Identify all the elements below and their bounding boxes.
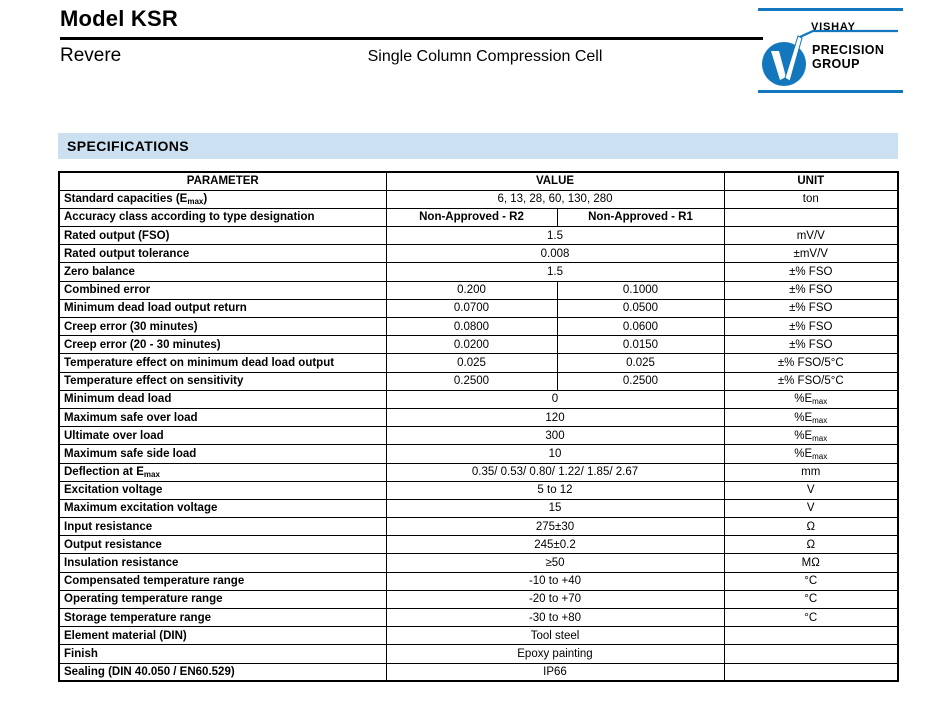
parameter-cell: Standard capacities $(E_{max})$ [59,190,386,208]
value-cell: 0.0200 [386,336,557,354]
value-cell: 245±0.2 [386,536,724,554]
value-cell: 6, 13, 28, 60, 130, 280 [386,190,724,208]
parameter-cell: Deflection at $E_{max}$ [59,463,386,481]
table-row [59,536,898,554]
section-header [58,133,898,159]
unit-cell: ton [724,190,898,208]
value-cell: 0.2500 [557,372,724,390]
parameter-cell: Combined error [59,281,386,299]
parameter-cell: Minimum dead load [59,390,386,408]
table-row [59,554,898,572]
column-header-value: VALUE [386,172,724,190]
table-row [59,408,898,426]
unit-cell: $\%E_{max}$ [724,390,898,408]
parameter-cell: Creep error (20 - 30 minutes) [59,336,386,354]
parameter-cell: Accuracy class according to type designation [59,208,386,226]
value-cell: 0.025 [557,354,724,372]
value-cell: Tool steel [386,627,724,645]
unit-cell [724,663,898,681]
parameter-cell: Creep error (30 minutes) [59,318,386,336]
value-cell: 1.5 [386,227,724,245]
unit-cell: °C [724,609,898,627]
table-row [59,590,898,608]
table-row [59,281,898,299]
unit-cell: ±% FSO [724,318,898,336]
value-cell: 275±30 [386,518,724,536]
table-row [59,463,898,481]
value-cell: 10 [386,445,724,463]
table-row [59,518,898,536]
unit-cell [724,645,898,663]
parameter-cell: Output resistance [59,536,386,554]
value-cell: Epoxy painting [386,645,724,663]
logo-bottom-rule [758,90,903,93]
unit-cell: $\%E_{max}$ [724,427,898,445]
unit-cell: Ω [724,518,898,536]
logo-word-vishay: VISHAY [811,21,856,33]
parameter-cell: Finish [59,645,386,663]
value-cell: 0.200 [386,281,557,299]
spec-table [58,171,899,682]
table-row [59,645,898,663]
brand-name: Revere [60,45,122,66]
vishay-logo [758,8,903,93]
parameter-cell: Storage temperature range [59,609,386,627]
value-cell: 0.0150 [557,336,724,354]
table-row [59,481,898,499]
parameter-cell: Insulation resistance [59,554,386,572]
unit-cell: °C [724,590,898,608]
parameter-cell: Ultimate over load [59,427,386,445]
unit-cell: mV/V [724,227,898,245]
value-cell: 15 [386,499,724,517]
table-row [59,390,898,408]
unit-cell: $\%E_{max}$ [724,408,898,426]
value-cell: 0.2500 [386,372,557,390]
parameter-cell: Compensated temperature range [59,572,386,590]
table-row [59,227,898,245]
table-row [59,263,898,281]
unit-cell [724,208,898,226]
unit-cell [724,627,898,645]
value-cell: Non-Approved - R2 [386,208,557,226]
table-row [59,354,898,372]
value-cell: Non-Approved - R1 [557,208,724,226]
parameter-cell: Rated output (FSO) [59,227,386,245]
value-cell: -30 to +80 [386,609,724,627]
unit-cell: mm [724,463,898,481]
parameter-cell: Excitation voltage [59,481,386,499]
table-row [59,445,898,463]
parameter-cell: Temperature effect on minimum dead load output [59,354,386,372]
title-divider [60,37,763,40]
value-cell: 0.0500 [557,299,724,317]
parameter-cell: Minimum dead load output return [59,299,386,317]
column-header-parameter: PARAMETER [59,172,386,190]
parameter-cell: Maximum excitation voltage [59,499,386,517]
unit-cell: ±% FSO [724,263,898,281]
parameter-cell: Maximum safe over load [59,408,386,426]
unit-cell: ±% FSO/5°C [724,372,898,390]
table-row [59,609,898,627]
value-cell: 120 [386,408,724,426]
value-cell: 0.0800 [386,318,557,336]
value-cell: IP66 [386,663,724,681]
table-header-row [59,172,898,190]
page-title: Model KSR [60,6,178,31]
table-row [59,427,898,445]
logo-word-precision: PRECISION [812,43,885,57]
value-cell: 0.0600 [557,318,724,336]
value-cell: ≥50 [386,554,724,572]
value-cell: 5 to 12 [386,481,724,499]
unit-cell: ±mV/V [724,245,898,263]
unit-cell: °C [724,572,898,590]
parameter-cell: Element material (DIN) [59,627,386,645]
table-row [59,190,898,208]
table-row [59,663,898,681]
parameter-cell: Temperature effect on sensitivity [59,372,386,390]
value-cell: 0.025 [386,354,557,372]
parameter-cell: Input resistance [59,518,386,536]
parameter-cell: Zero balance [59,263,386,281]
table-row [59,499,898,517]
table-row [59,208,898,226]
value-cell: 0 [386,390,724,408]
unit-cell: MΩ [724,554,898,572]
table-row [59,627,898,645]
unit-cell: ±% FSO [724,336,898,354]
parameter-cell: Sealing (DIN 40.050 / EN60.529) [59,663,386,681]
table-row [59,299,898,317]
unit-cell: Ω [724,536,898,554]
value-cell: 0.0700 [386,299,557,317]
parameter-cell: Operating temperature range [59,590,386,608]
table-row [59,318,898,336]
parameter-cell: Maximum safe side load [59,445,386,463]
value-cell: -20 to +70 [386,590,724,608]
table-row [59,336,898,354]
value-cell: -10 to +40 [386,572,724,590]
value-cell: 0.1000 [557,281,724,299]
unit-cell: ±% FSO/5°C [724,354,898,372]
unit-cell: ±% FSO [724,281,898,299]
table-row [59,372,898,390]
unit-cell: $\%E_{max}$ [724,445,898,463]
parameter-cell: Rated output tolerance [59,245,386,263]
product-subtitle: Single Column Compression Cell [367,48,603,65]
value-cell: 1.5 [386,263,724,281]
unit-cell: V [724,481,898,499]
value-cell: 0.008 [386,245,724,263]
value-cell: 0.35/ 0.53/ 0.80/ 1.22/ 1.85/ 2.67 [386,463,724,481]
section-title: SPECIFICATIONS [67,138,190,154]
unit-cell: ±% FSO [724,299,898,317]
logo-word-group: GROUP [812,57,860,71]
unit-cell: V [724,499,898,517]
spec-table-body [59,190,898,681]
table-row [59,572,898,590]
value-cell: 300 [386,427,724,445]
column-header-unit: UNIT [724,172,898,190]
table-row [59,245,898,263]
